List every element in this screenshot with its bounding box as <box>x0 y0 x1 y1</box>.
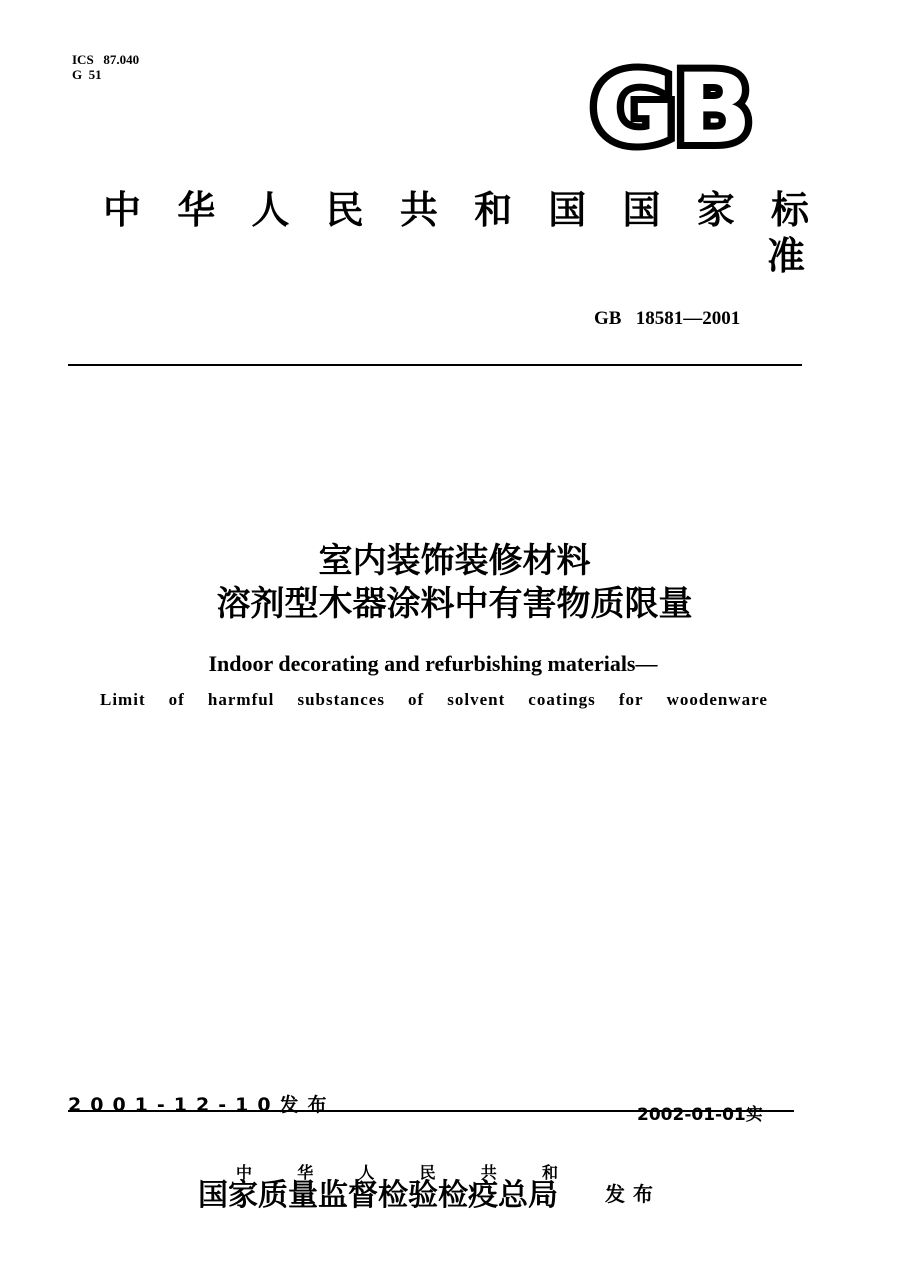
prc-char: 和 <box>541 1163 558 1182</box>
gb-standard-logo <box>588 53 756 165</box>
header-divider <box>68 364 802 366</box>
english-title-word: coatings <box>528 690 596 709</box>
publish-label: 发布 <box>605 1182 661 1206</box>
prc-char: 人 <box>358 1163 375 1182</box>
english-title-word: for <box>618 690 644 709</box>
title-char: 华 <box>177 188 216 232</box>
prc-char: 共 <box>480 1163 497 1182</box>
standard-number: GB 18581—2001 <box>594 308 741 329</box>
title-char: 人 <box>251 188 290 232</box>
title-char: 民 <box>325 188 364 232</box>
title-char: 国 <box>548 188 587 232</box>
ics-code: ICS 87.040 <box>72 52 140 67</box>
title-char: 家 <box>696 188 735 232</box>
chinese-title-line-2: 溶剂型木器涂料中有害物质限量 <box>216 584 693 624</box>
title-char-last: 准 <box>766 234 805 278</box>
title-char: 和 <box>474 188 513 232</box>
prc-char: 中 <box>236 1163 253 1182</box>
national-standard-title <box>96 188 816 232</box>
english-title-word: woodenware <box>666 690 768 709</box>
issuing-agency: 国家质量监督检验检疫总局 <box>198 1178 558 1213</box>
title-char: 标 <box>770 188 809 232</box>
prc-char: 民 <box>419 1163 436 1182</box>
issue-date: 2001-12-10发布 <box>68 1094 336 1116</box>
title-char: 中 <box>102 188 141 232</box>
english-title-word: harmful <box>207 690 275 709</box>
chinese-title-line-1: 室内装饰装修材料 <box>318 541 591 581</box>
title-char: 共 <box>399 188 438 232</box>
footer-divider <box>68 1110 794 1112</box>
english-title-line-1: Indoor decorating and refurbishing materials— <box>208 651 658 676</box>
english-title-line-2 <box>100 689 768 711</box>
classification-code: G 51 <box>72 67 102 82</box>
english-title-word: of <box>408 690 425 709</box>
english-title-word: Limit <box>100 690 146 709</box>
title-char: 国 <box>622 188 661 232</box>
english-title-word: of <box>168 690 185 709</box>
english-title-word: substances <box>297 690 385 709</box>
implementation-date: 2002-01-01实 <box>637 1105 763 1125</box>
prc-char: 华 <box>297 1163 314 1182</box>
english-title-word: solvent <box>447 690 506 709</box>
gb-logo-text: GB <box>592 53 752 165</box>
